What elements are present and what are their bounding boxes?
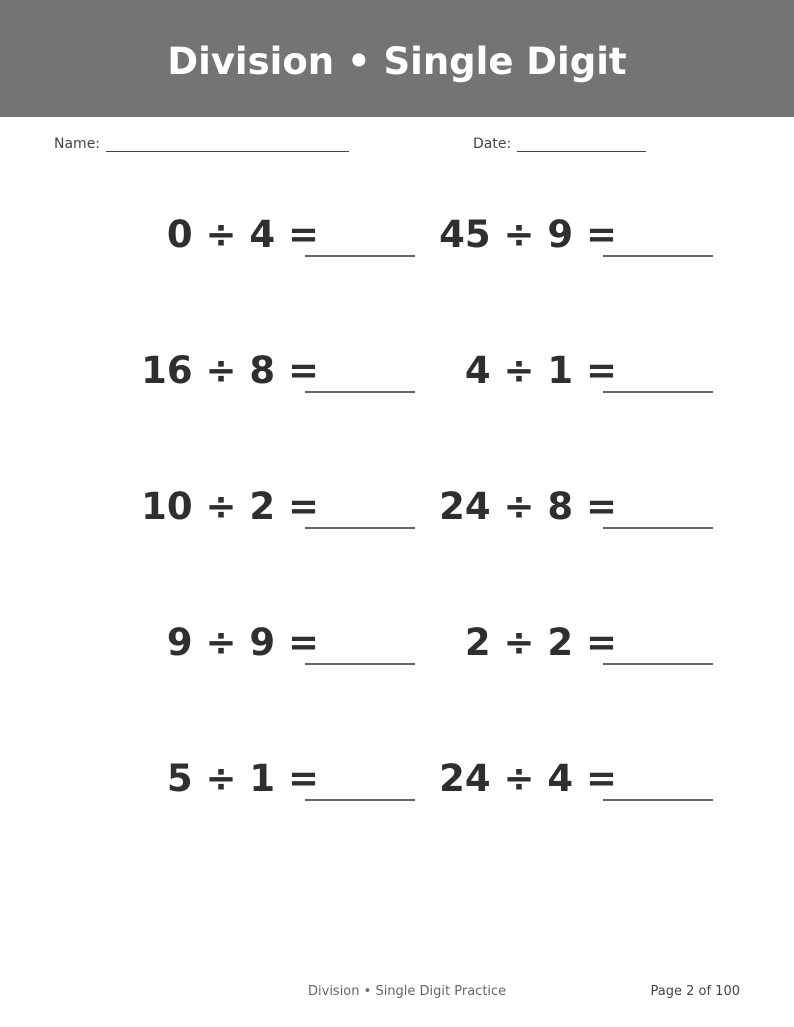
problem-equation: 4 ÷ 1 = — [464, 349, 617, 392]
answer-blank[interactable] — [305, 255, 415, 257]
page-number: Page 2 of 100 — [650, 984, 740, 999]
answer-blank[interactable] — [603, 663, 713, 665]
problem-item — [141, 347, 415, 407]
answer-blank[interactable] — [603, 527, 713, 529]
problem-equation: 24 ÷ 8 = — [439, 485, 617, 528]
problem-item — [453, 347, 713, 407]
answer-blank[interactable] — [603, 391, 713, 393]
problem-equation: 24 ÷ 4 = — [439, 757, 617, 800]
answer-blank[interactable] — [603, 799, 713, 801]
name-field-line[interactable] — [106, 151, 349, 152]
problem-equation: 16 ÷ 8 = — [141, 349, 319, 392]
footer-subtitle: Division • Single Digit Practice — [308, 984, 507, 999]
answer-blank[interactable] — [305, 663, 415, 665]
problem-item — [155, 211, 415, 271]
name-label: Name: — [54, 136, 101, 152]
problem-item — [439, 483, 713, 543]
problem-equation: 5 ÷ 1 = — [166, 757, 319, 800]
answer-blank[interactable] — [305, 799, 415, 801]
problem-item — [439, 755, 713, 815]
problem-equation: 10 ÷ 2 = — [141, 485, 319, 528]
problem-item — [453, 619, 713, 679]
problem-item — [155, 619, 415, 679]
answer-blank[interactable] — [305, 391, 415, 393]
problem-item — [155, 755, 415, 815]
problem-equation: 45 ÷ 9 = — [439, 213, 617, 256]
answer-blank[interactable] — [603, 255, 713, 257]
problem-item — [439, 211, 713, 271]
page-title: Division • Single Digit — [167, 40, 627, 83]
problem-equation: 9 ÷ 9 = — [166, 621, 319, 664]
problem-item — [141, 483, 415, 543]
answer-blank[interactable] — [305, 527, 415, 529]
date-label: Date: — [473, 136, 512, 152]
problem-equation: 2 ÷ 2 = — [464, 621, 617, 664]
date-field-line[interactable] — [517, 151, 646, 152]
problem-equation: 0 ÷ 4 = — [166, 213, 319, 256]
